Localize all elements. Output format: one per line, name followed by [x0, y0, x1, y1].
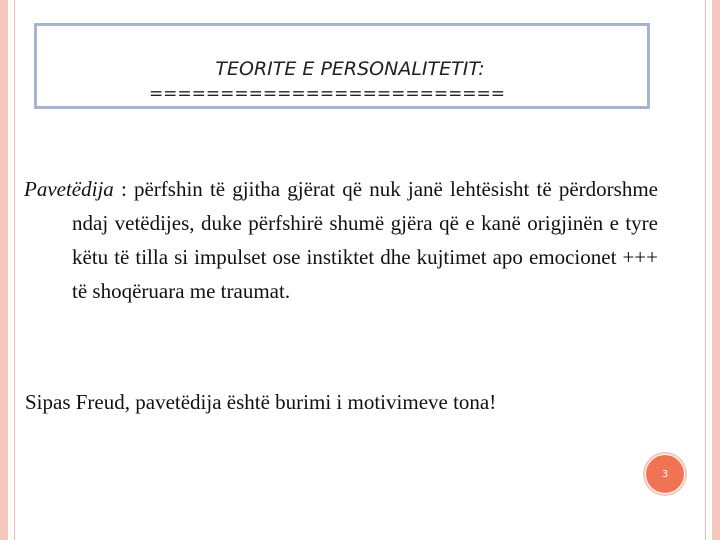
right-edge-line: [705, 0, 706, 540]
left-edge-line: [14, 0, 15, 540]
definition-paragraph: [24, 172, 658, 308]
title-box: [34, 23, 650, 109]
defined-term: Pavetëdija: [24, 177, 114, 201]
page-number-badge: 3: [645, 454, 685, 494]
slide-title: TEORITE E PERSONALITETIT:: [215, 58, 485, 80]
left-edge-decoration: [0, 0, 8, 540]
definition-text: : përfshin të gjitha gjërat që nuk janë lehtësisht të përdorshme ndaj vetëdijes, duke përfshirë shumë gjëra që e kanë origjinën e tyre këtu të tilla si impulset ose instiktet dhe kujtimet apo emocionet +++ të shoqëruara me traumat.: [72, 177, 658, 303]
right-edge-decoration: [712, 0, 720, 540]
title-underline: =========================: [148, 84, 506, 104]
freud-statement: Sipas Freud, pavetëdija është burimi i motivimeve tona!: [25, 390, 497, 414]
body-text: [24, 172, 658, 308]
